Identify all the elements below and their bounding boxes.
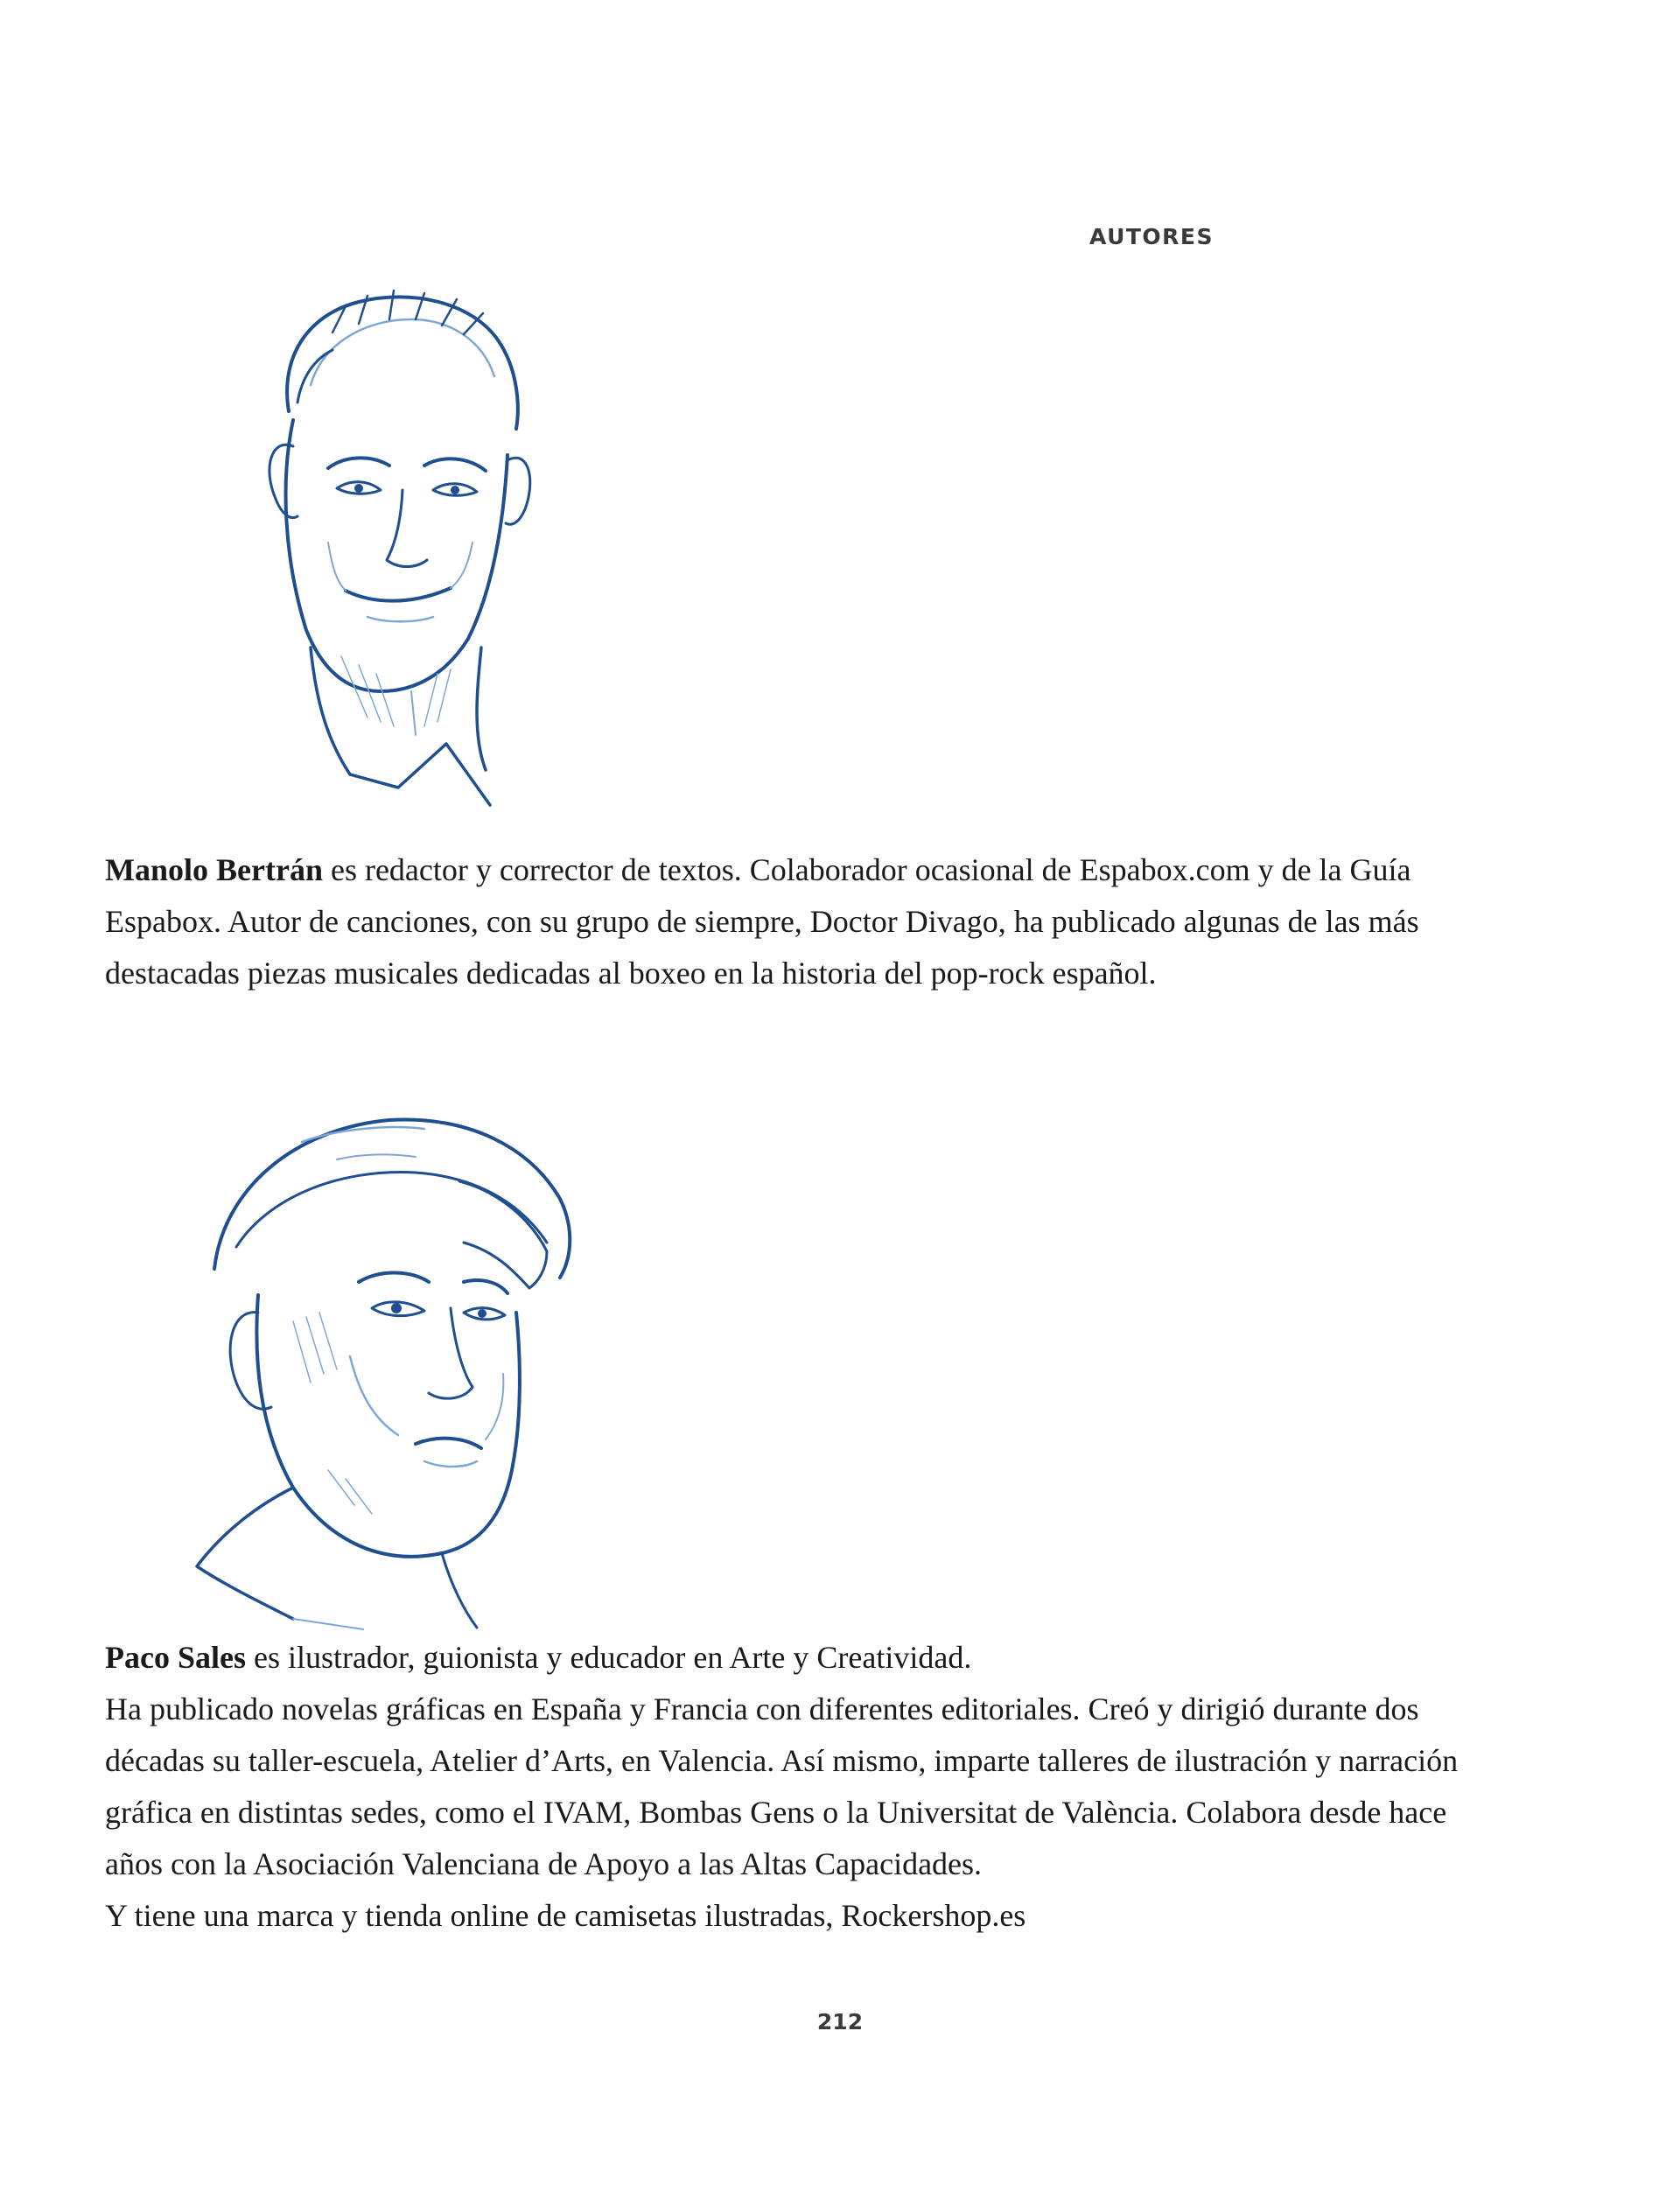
section-header: AUTORES xyxy=(1089,224,1214,249)
author-bio-paco-sales xyxy=(105,1632,1470,1942)
author-name: Manolo Bertrán xyxy=(105,852,323,887)
author-bio-paragraph: Ha publicado novelas gráficas en España y Francia con diferentes editoriales. Creó y dirigió durante dos décadas su taller-escuela, Atelier d’Arts, en Valencia. Así mismo, imparte talleres de ilustración y narración gráfica en distintas sedes, como el IVAM, Bombas Gens o la Universitat de València. Colabora desde hace años con la Asociación Valenciana de Apoyo a las Altas Capacidades. xyxy=(105,1691,1459,1881)
author-bio-text: es ilustrador, guionista y educador en Arte y Creatividad. xyxy=(245,1640,972,1675)
page-number: 212 xyxy=(816,2009,864,2034)
author-bio-paragraph: Y tiene una marca y tienda online de camisetas ilustradas, Rockershop.es xyxy=(105,1898,1026,1933)
author-bio-text: es redactor y corrector de textos. Colaborador ocasional de Espabox.com y de la Guía Espabox. Autor de canciones, con su grupo de siempre, Doctor Divago, ha publicado algunas de las más destacadas piezas musicales dedicadas al boxeo en la historia del pop-rock español. xyxy=(105,852,1419,991)
author-bio-manolo-bertran xyxy=(105,844,1470,999)
portrait-paco-sales-icon xyxy=(162,1094,591,1636)
portrait-manolo-bertran-icon xyxy=(228,280,560,814)
author-name: Paco Sales xyxy=(105,1640,246,1675)
